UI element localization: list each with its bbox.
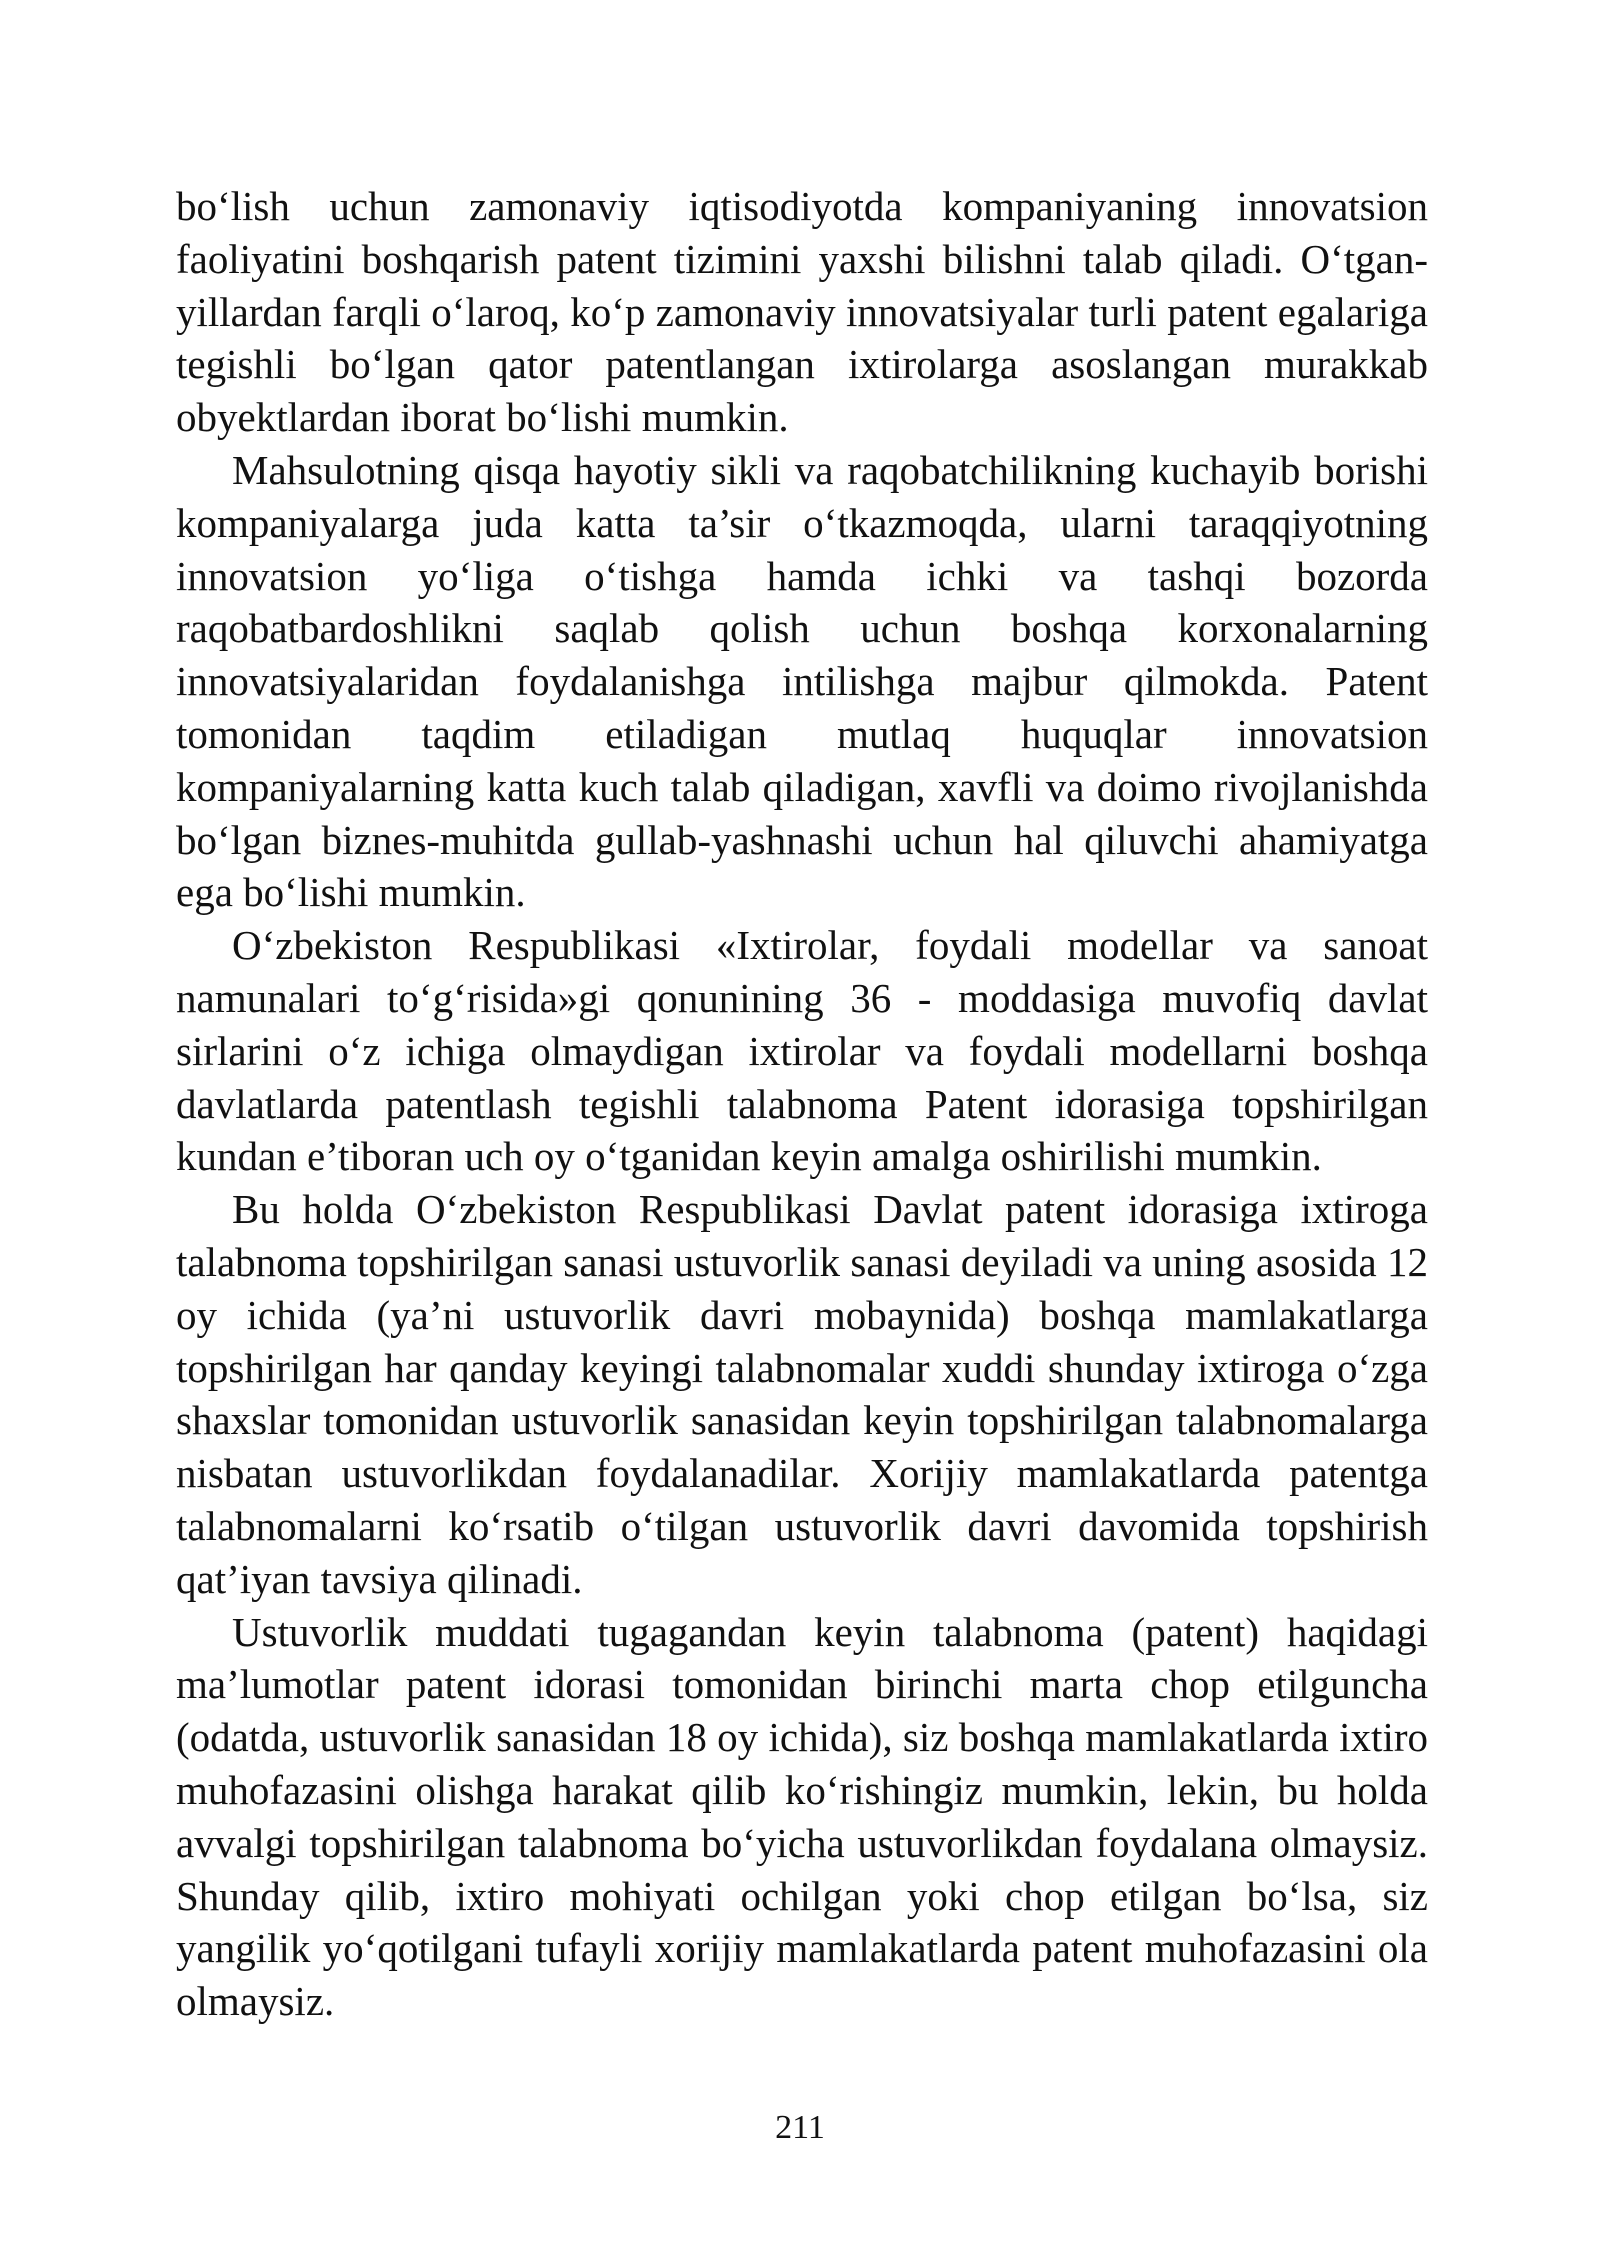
paragraph: Ustuvorlik muddati tugagandan keyin talabnoma (patent) haqidagi ma’lumotlar patent idorasi tomonidan birinchi marta chop etilguncha (odatda, ustuvorlik sanasidan 18 oy ichida), siz boshqa mamlakatlarda ixtiro muhofazasini olishga harakat qilib ko‘rishingiz mumkin, lekin, bu holda avvalgi topshirilgan talabnoma bo‘yicha ustuvorlikdan foydalana olmaysiz. Shunday qilib, ixtiro mohiyati ochilgan yoki chop etilgan bo‘lsa, siz yangilik yo‘qotilgani tufayli xorijiy mamlakatlarda patent muhofazasini ola olmaysiz.: [176, 1608, 1428, 2025]
page-number: 211: [775, 2109, 825, 2146]
paragraph: Mahsulotning qisqa hayotiy sikli va raqobatchilikning kuchayib borishi kompaniyalarga juda katta ta’sir o‘tkazmoqda, ularni taraqqiyotning innovatsion yo‘liga o‘tishga hamda ichki va tashqi bozorda raqobatbardoshlikni saqlab qolish uchun boshqa korxonalarning innovatsiyalaridan foydalanishga intilishga majbur qilmokda. Patent tomonidan taqdim etiladigan mutlaq huquqlar innovatsion kompaniyalarning katta kuch talab qiladigan, xavfli va doimo rivojlanishda bo‘lgan biznes-muhitda gullab-yashnashi uchun hal qiluvchi ahamiyatga ega bo‘lishi mumkin.: [176, 446, 1428, 916]
body-text: [176, 180, 1428, 2028]
paragraph-continued: bo‘lish uchun zamonaviy iqtisodiyotda kompaniyaning innovatsion faoliyatini boshqarish patent tizimini yaxshi bilishni talab qiladi. O‘tgan-yillardan farqli o‘laroq, ko‘p zamonaviy innovatsiyalar turli patent egalariga tegishli bo‘lgan qator patentlangan ixtirolarga asoslangan murakkab obyektlardan iborat bo‘lishi mumkin.: [176, 183, 1428, 441]
paragraph: Bu holda O‘zbekiston Respublikasi Davlat patent idorasiga ixtiroga talabnoma topshirilgan sanasi ustuvorlik sanasi deyiladi va uning asosida 12 oy ichida (ya’ni ustuvorlik davri mobaynida) boshqa mamlakatlarga topshirilgan har qanday keyingi talabnomalar xuddi shunday ixtiroga o‘zga shaxslar tomonidan ustuvorlik sanasidan keyin topshirilgan talabnomalarga nisbatan ustuvorlikdan foydalanadilar. Xorijiy mamlakatlarda patentga talabnomalarni ko‘rsatib o‘tilgan ustuvorlik davri davomida topshirish qat’iyan tavsiya qilinadi.: [176, 1186, 1428, 1602]
paragraph: O‘zbekiston Respublikasi «Ixtirolar, foydali modellar va sanoat namunalari to‘g‘risida»gi qonunining 36 - moddasiga muvofiq davlat sirlarini o‘z ichiga olmaydigan ixtirolar va foydali modellarni boshqa davlatlarda patentlash tegishli talabnoma Patent idorasiga topshirilgan kundan e’tiboran uch oy o‘tganidan keyin amalga oshirilishi mumkin.: [176, 922, 1428, 1180]
